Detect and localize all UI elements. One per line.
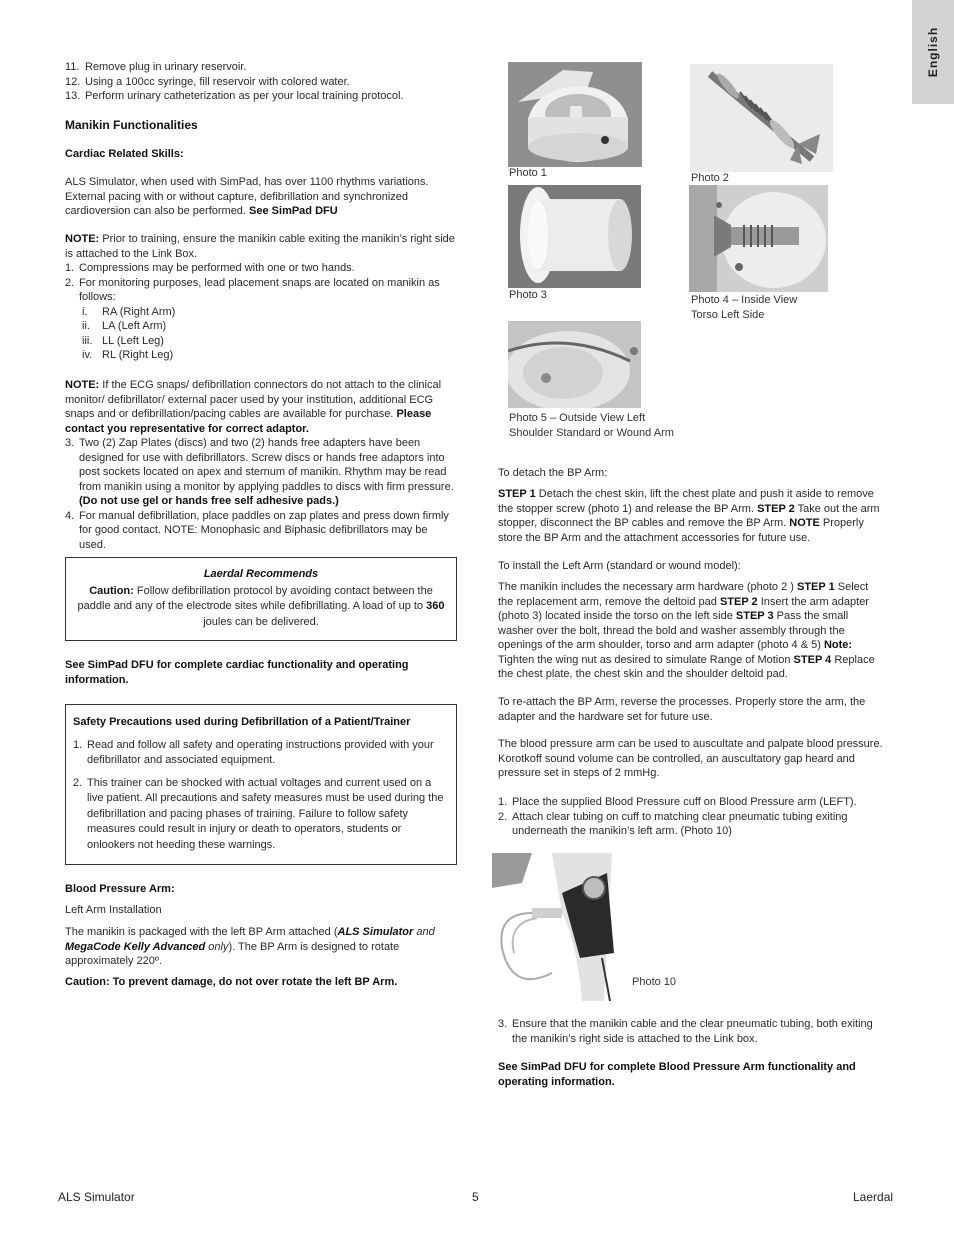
bp-sub: Left Arm Installation <box>65 904 162 916</box>
bp-step: 2. Attach clear tubing on cuff to matching clear pneumatic tubing exiting underneath the manikin’s left arm. (Photo 10) <box>498 810 848 837</box>
cardiac-step: 4. For manual defibrillation, place paddles on zap plates and press down firmly for good contact. NOTE: Monophasic and Biphasic defibrillators may be used. <box>65 509 449 551</box>
recommends-title: Laerdal Recommends <box>203 568 319 580</box>
photo-2-image <box>690 64 833 172</box>
photo-3-image <box>508 185 641 288</box>
note-2: NOTE: If the ECG snaps/ defibrillation connectors do not attach to the clinical monitor/ defibrillator/ external pacer used by your institution, additional ECG snaps and or defibrillation/pacing cables are available for purchase. Please contact you representative for correct adaptor. <box>65 379 442 435</box>
install-text: The manikin includes the necessary arm hardware (photo 2 ) STEP 1 Select the replacement arm, remove the deltoid pad STEP 2 Insert the arm adapter (photo 3) located inside the torso on the left side STEP 3 Pass the small washer over the bolt, thread the bold and washer assembly through the openings of the arm shoulder, torso and arm adapter (photo 4 & 5) Note: Tighten the wing nut as desired to simulate Range of Motion STEP 4 Replace the chest plate, the chest skin and the shoulder deltoid pad. <box>498 581 875 680</box>
cardiac-notes-2 <box>65 378 457 552</box>
photo-5-image <box>508 321 641 408</box>
bp-steps <box>498 795 884 839</box>
reattach-text: To re-attach the BP Arm, reverse the processes. Properly store the arm, the adapter and the hardware set for future use. <box>498 696 866 723</box>
intro-steps <box>65 60 457 104</box>
photo-2-caption: Photo 2 <box>691 172 729 184</box>
recommends-box <box>65 557 457 641</box>
safety-item: 2. This trainer can be shocked with actual voltages and current used on a live patient. All precautions and safety measures must be used during the defibrillation and pacing phases of training. Failure to follow safety measures could result in injury or death to operators, students or onlookers not heeding these warnings. <box>73 776 444 851</box>
language-tab <box>912 0 954 104</box>
bp-caution: Caution: To prevent damage, do not over rotate the left BP Arm. <box>65 976 398 988</box>
photo-5-caption: Photo 5 – Outside View Left Shoulder Standard or Wound Arm <box>509 412 674 439</box>
recommends-text: Caution: Follow defibrillation protocol by avoiding contact between the paddle and any of the electrode sites while defibrillating. A load of up to 360 joules can be delivered. <box>77 584 445 628</box>
photo-1-image <box>508 62 642 167</box>
lead-item: i. RA (Right Arm) <box>82 305 176 318</box>
bp-step: 1. Place the supplied Blood Pressure cuff on Blood Pressure arm (LEFT). <box>498 796 857 808</box>
cardiac-step: 2. For monitoring purposes, lead placement snaps are located on manikin as follows: <box>65 276 440 303</box>
photo-1-caption: Photo 1 <box>509 167 547 179</box>
photo-10-image <box>492 853 618 1001</box>
lead-item: iii. LL (Left Leg) <box>82 334 164 347</box>
photo-3-caption: Photo 3 <box>509 289 547 301</box>
intro-step: 13. Perform urinary catheterization as per your local training protocol. <box>65 90 404 102</box>
bp-step-3: 3. Ensure that the manikin cable and the clear pneumatic tubing, both exiting the manikin’s right side is attached to the Link box. <box>498 1018 873 1045</box>
photo-4-image <box>689 185 828 292</box>
language-tab-label: English <box>925 26 940 78</box>
safety-box <box>65 704 457 865</box>
manikin-heading: Manikin Functionalities <box>65 118 198 132</box>
bp-text: The manikin is packaged with the left BP Arm attached (ALS Simulator and MegaCode Kelly Advanced only). The BP Arm is designed to rotate approximately 220º. <box>65 926 435 967</box>
bp-heading: Blood Pressure Arm: <box>65 883 175 895</box>
detach-text: STEP 1 Detach the chest skin, lift the chest plate and push it aside to remove the stopper screw (photo 1) and release the BP Arm. STEP 2 Take out the arm stopper, disconnect the BP cables and remove the BP Arm. NOTE Properly store the BP Arm and the attachment accessories for future use. <box>498 488 880 544</box>
note-1: NOTE: Prior to training, ensure the manikin cable exiting the manikin’s right side is attached to the Link Box. <box>65 233 455 260</box>
cardiac-step: 3. Two (2) Zap Plates (discs) and two (2) hands free adapters have been designed for use with defibrillators. Screw discs or hands free adaptors into post sockets located on apex and sternum of manikin. Rhythm may be read from manikin using a monitor by applying paddles to discs with firm pressure. (Do not use gel or hands free self adhesive pads.) <box>65 437 454 507</box>
intro-step: 11. Remove plug in urinary reservoir. <box>65 61 247 73</box>
bp-description: The blood pressure arm can be used to auscultate and palpate blood pressure. Korotkoff sound volume can be controlled, an auscultatory gap heard and pressure set in steps of 2 mmHg. <box>498 738 883 779</box>
footer-page-number: 5 <box>472 1190 479 1204</box>
cardiac-intro: ALS Simulator, when used with SimPad, has over 1100 rhythms variations. External pacing with or without capture, defibrillation and synchronized cardioversion can also be performed. See SimPad DFU <box>65 176 429 217</box>
footer-brand: Laerdal <box>853 1190 894 1204</box>
lead-item: iv. RL (Right Leg) <box>82 349 174 361</box>
safety-title: Safety Precautions used during Defibrillation of a Patient/Trainer <box>73 716 411 728</box>
cardiac-heading: Cardiac Related Skills: <box>65 148 184 160</box>
cardiac-step: 1. Compressions may be performed with one or two hands. <box>65 262 355 274</box>
cardiac-notes <box>65 232 457 363</box>
intro-step: 12. Using a 100cc syringe, fill reservoir with colored water. <box>65 75 350 88</box>
footer-product: ALS Simulator <box>58 1190 135 1204</box>
install-heading: To install the Left Arm (standard or wound model): <box>498 560 741 572</box>
see-simpad-cardiac: See SimPad DFU for complete cardiac functionality and operating information. <box>65 659 409 686</box>
photo-10-caption: Photo 10 <box>632 976 677 988</box>
photo-4-caption: Photo 4 – Inside View Torso Left Side <box>691 294 798 321</box>
detach-heading: To detach the BP Arm: <box>498 467 608 479</box>
see-simpad-bp: See SimPad DFU for complete Blood Pressure Arm functionality and operating information. <box>498 1061 856 1088</box>
safety-item: 1. Read and follow all safety and operating instructions provided with your defibrillator and associated equipment. <box>73 738 434 766</box>
lead-item: ii. LA (Left Arm) <box>82 320 167 332</box>
